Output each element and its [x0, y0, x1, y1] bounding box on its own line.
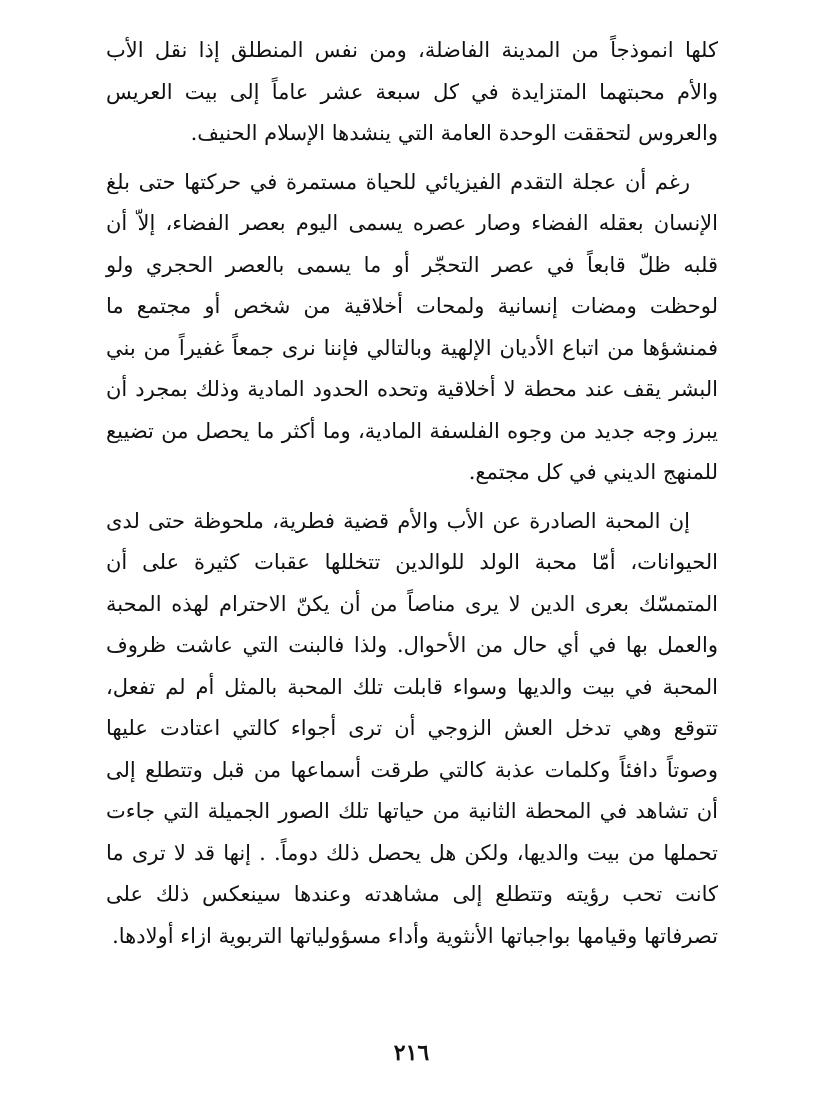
body-text — [106, 30, 718, 964]
paragraph-1: كلها انموذجاً من المدينة الفاضلة، ومن نفس المنطلق إذا نقل الأب والأم محبتهما المتزايدة في كل سبعة عشر عاماً إلى بيت العريس والعروس لتحققت الوحدة العامة التي ينشدها الإسلام الحنيف. — [106, 38, 718, 145]
paragraph-3: إن المحبة الصادرة عن الأب والأم قضية فطرية، ملحوظة حتى لدى الحيوانات، أمّا محبة الولد للوالدين تتخللها عقبات كثيرة على أن المتمسّك بعرى الدين لا يرى مناصاً من أن يكنّ الاحترام لهذه المحبة والعمل بها في أي حال من الأحوال. ولذا فالبنت التي عاشت ظروف المحبة في بيت والديها وسواء قابلت تلك المحبة بالمثل أم لم تفعل، تتوقع وهي تدخل العش الزوجي أن ترى أجواء كالتي اعتادت عليها وصوتاً دافئاً وكلمات عذبة كالتي طرقت أسماعها من قبل وتتطلع إلى أن تشاهد في المحطة الثانية من حياتها تلك الصور الجميلة التي جاءت تحملها من بيت والديها، ولكن هل يحصل ذلك دوماً. . إنها قد لا ترى ما كانت تحب رؤيته وتتطلع إلى مشاهدته وعندها سينعكس ذلك على تصرفاتها وقيامها بواجباتها الأنثوية وأداء مسؤولياتها التربوية ازاء أولادها. — [106, 508, 718, 948]
paragraph-2: رغم أن عجلة التقدم الفيزيائي للحياة مستمرة في حركتها حتى بلغ الإنسان بعقله الفضاء وصار عصره يسمى اليوم بعصر الفضاء، إلاّ أن قلبه ظلّ قابعاً في عصر التحجّر أو ما يسمى بالعصر الحجري ولو لوحظت ومضات إنسانية ولمحات أخلاقية من شخص أو مجتمع ما فمنشؤها من اتباع الأديان الإلهية وبالتالي فإننا نرى جمعاً غفيراً من بني البشر يقف عند محطة لا أخلاقية وتحده الحدود المادية وذلك بمجرد أن يبرز وجه جديد من وجوه الفلسفة المادية، وما أكثر ما يحصل من تضييع للمنهج الديني في كل مجتمع. — [106, 169, 718, 484]
page-number: ٢١٦ — [393, 1040, 430, 1066]
